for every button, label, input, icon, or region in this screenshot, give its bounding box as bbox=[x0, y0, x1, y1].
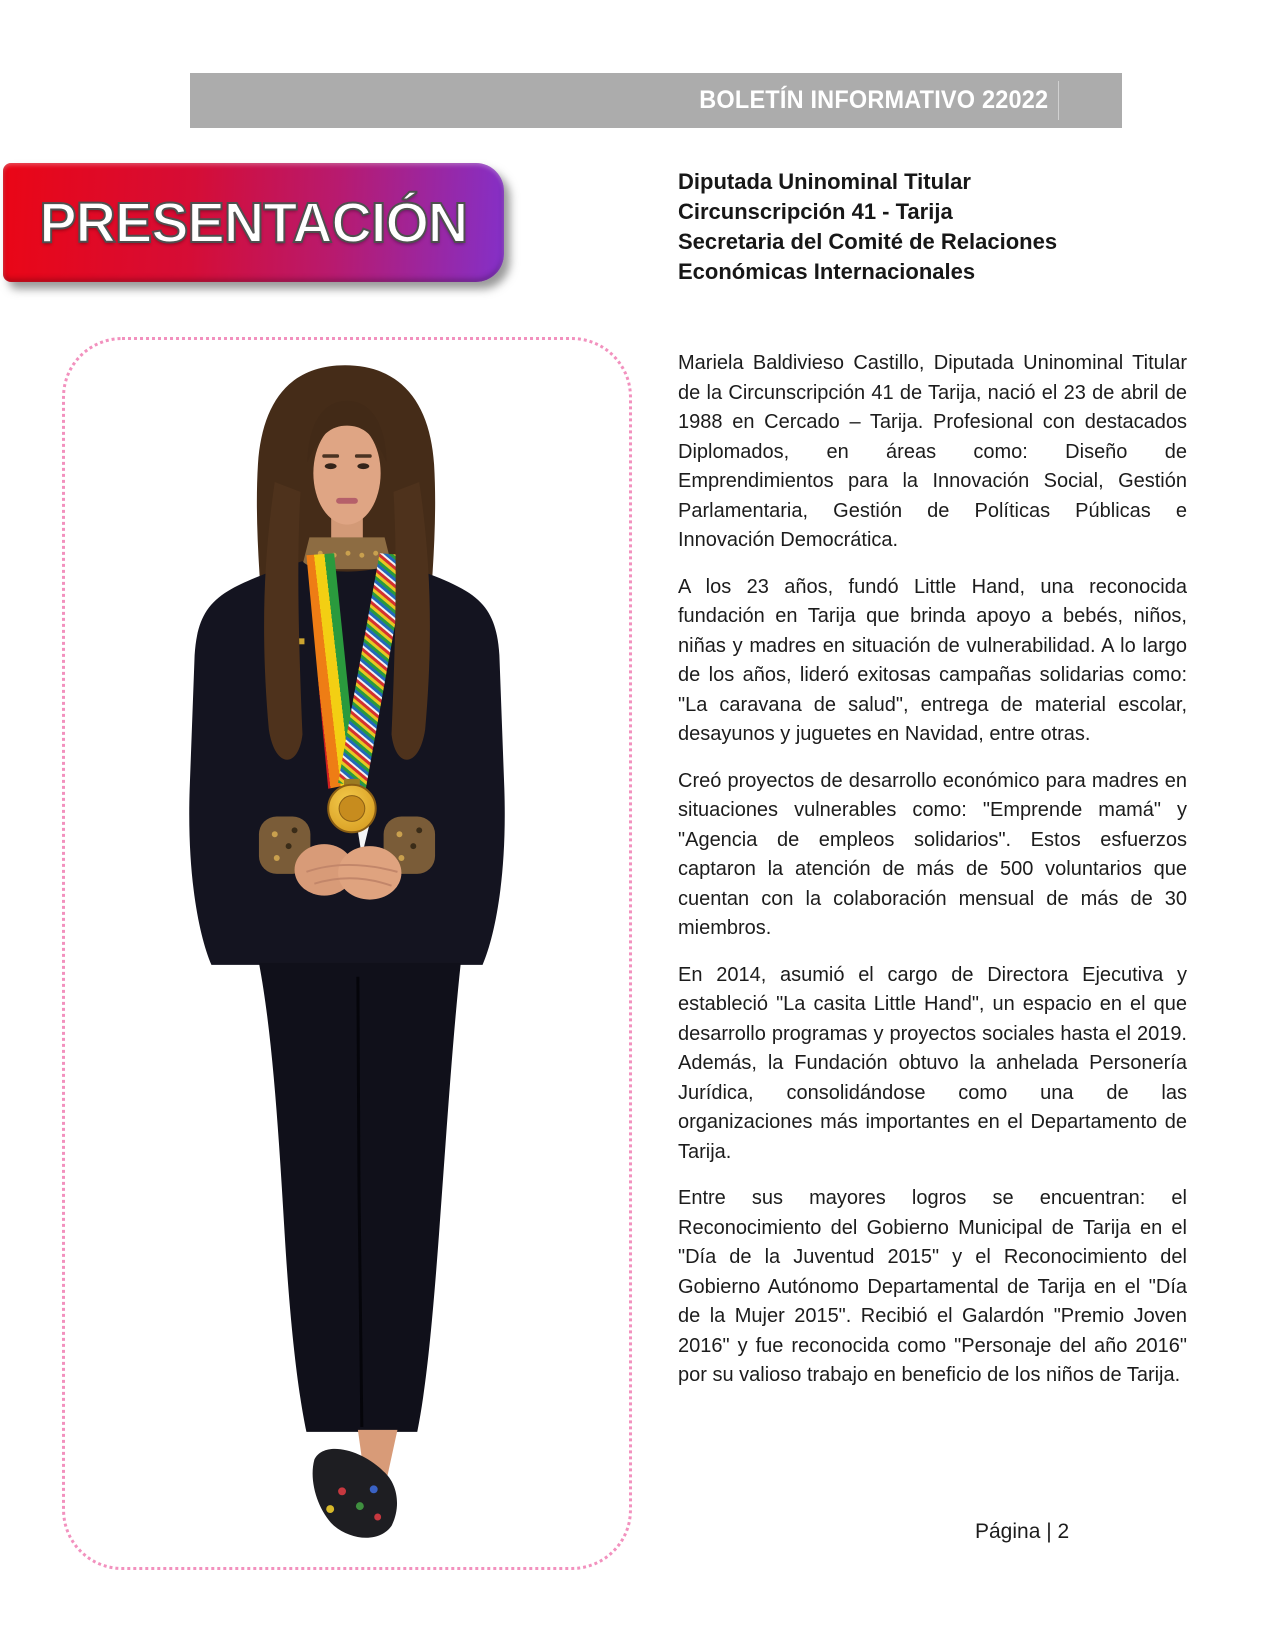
header-bar bbox=[190, 73, 1122, 128]
woman-portrait-illustration bbox=[65, 340, 629, 1567]
header-title: BOLETÍN INFORMATIVO 22022 bbox=[699, 86, 1048, 114]
subtitle-line: Económicas Internacionales bbox=[678, 259, 976, 284]
paragraph: Mariela Baldivieso Castillo, Diputada Uninominal Titular de la Circunscripción 41 de Tarija, nació el 23 de abril de 1988 en Cercado – Tarija. Profesional con destacados Diplomados, en áreas como: Diseño de Emprendimientos para la Innovación Social, Gestión Parlamentaria, Gestión de Políticas Públicas e Innovación Democrática. bbox=[678, 352, 1187, 551]
subtitle-line: Circunscripción 41 - Tarija bbox=[678, 199, 953, 224]
subtitle-line: Diputada Uninominal Titular bbox=[678, 169, 971, 194]
paragraph: Creó proyectos de desarrollo económico para madres en situaciones vulnerables como: "Emprende mamá" y "Agencia de empleos solidarios". Estos esfuerzos captaron la atención de más de 500 voluntarios que cuentan con la colaboración mensual de más de 30 miembros. bbox=[678, 769, 1187, 939]
subtitle-line: Secretaria del Comité de Relaciones bbox=[678, 229, 1058, 254]
page-number-label: Página | 2 bbox=[975, 1520, 1070, 1543]
portrait-photo-frame bbox=[62, 337, 632, 1570]
page-number bbox=[975, 1520, 1069, 1544]
subtitle-block bbox=[678, 167, 1190, 287]
paragraph: En 2014, asumió el cargo de Directora Ejecutiva y estableció "La casita Little Hand", un espacio en el que desarrollo programas y proyectos sociales hasta el 2019. Además, la Fundación obtuvo la anhelada Personería Jurídica, consolidándose como una de las organizaciones más importantes en el Departamento de Tarija. bbox=[678, 963, 1187, 1163]
article-text bbox=[678, 349, 1187, 1408]
presentation-banner bbox=[3, 163, 504, 282]
header-divider bbox=[1058, 81, 1059, 120]
paragraph: A los 23 años, fundó Little Hand, una reconocida fundación en Tarija que brinda apoyo a bebés, niños, niñas y madres en situación de vulnerabilidad. A lo largo de los años, lideró exitosas campañas solidarias como: "La caravana de salud", entrega de material escolar, desayunos y juguetes en Navidad, entre otras. bbox=[678, 575, 1187, 745]
paragraph: Entre sus mayores logros se encuentran: el Reconocimiento del Gobierno Municipal de Tarija en el "Día de la Juventud 2015" y el Reconocimiento del Gobierno Autónomo Departamental de Tarija en el "Día de la Mujer 2015". Recibió el Galardón "Premio Joven 2016" y fue reconocida como "Personaje del año 2016" por su valioso trabajo en beneficio de los niños de Tarija. bbox=[678, 1187, 1187, 1386]
banner-title: PRESENTACIÓN bbox=[39, 190, 468, 255]
